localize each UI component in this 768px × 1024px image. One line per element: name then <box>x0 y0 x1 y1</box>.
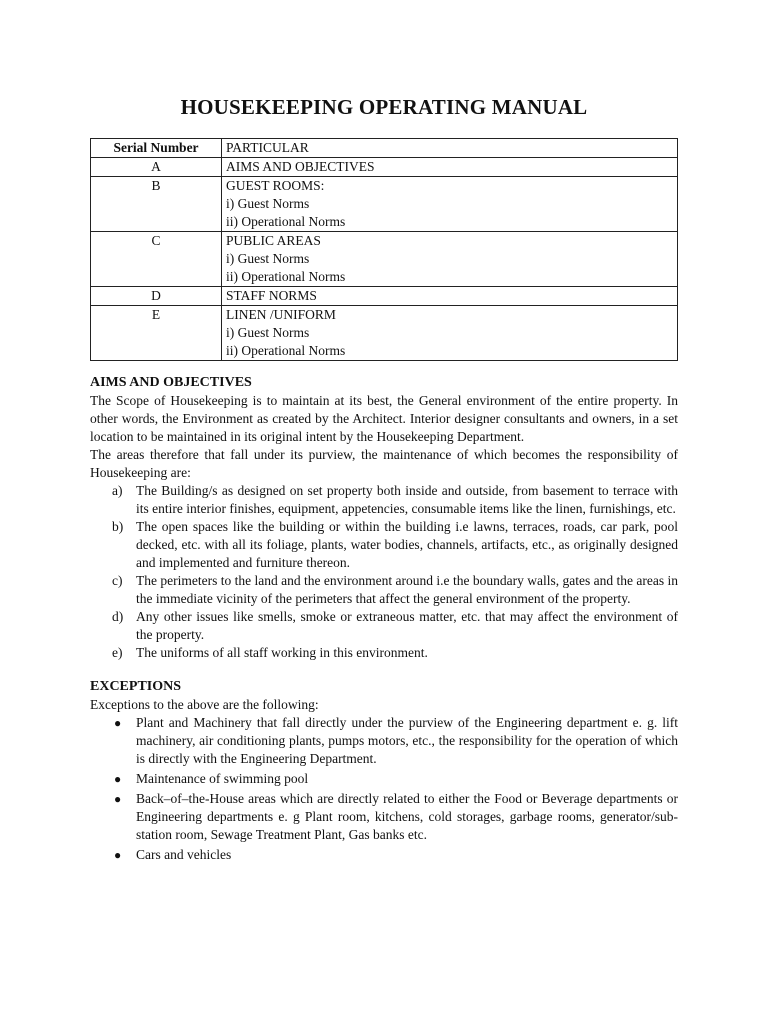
aims-list <box>90 482 678 662</box>
list-item <box>90 846 678 864</box>
particular-cell <box>222 177 678 232</box>
list-marker: e) <box>112 645 123 660</box>
list-marker: c) <box>112 573 123 588</box>
serial-cell: D <box>91 287 222 306</box>
list-item-text: The Building/s as designed on set property both inside and outside, from basement to terrace with its entire interior finishes, equipment, appetencies, consumable items like the linen, furnishings, etc. <box>136 483 678 516</box>
table-row <box>91 177 678 232</box>
list-item-text: Plant and Machinery that fall directly under the purview of the Engineering department e. g. lift machinery, air conditioning plants, pumps motors, etc., the responsibility for the operation of which is directly with the Engineering Department. <box>136 715 678 766</box>
bullet-icon: ● <box>114 792 122 806</box>
aims-paragraph-2: The areas therefore that fall under its purview, the maintenance of which becomes the responsibility of Housekeeping are: <box>90 447 678 480</box>
bullet-icon: ● <box>114 716 122 730</box>
particular-line: ii) Operational Norms <box>226 214 346 229</box>
aims-paragraph-1: The Scope of Housekeeping is to maintain at its best, the General environment of the entire property. In other words, the Environment as created by the Architect. Interior designer consultants and owners, in a set location to be maintained in its original intent by the Housekeeping Department. <box>90 393 678 444</box>
bullet-icon: ● <box>114 772 122 786</box>
particular-cell <box>222 158 678 177</box>
table-row <box>91 287 678 306</box>
particular-line: STAFF NORMS <box>226 288 317 303</box>
list-marker: b) <box>112 519 124 534</box>
page-title: HOUSEKEEPING OPERATING MANUAL <box>180 95 588 119</box>
list-item-text: The open spaces like the building or within the building i.e lawns, terraces, roads, car park, pool decked, etc. with all its foliage, plants, water bodies, channels, artifacts, etc., as originally designed and implemented and furniture thereon. <box>136 519 678 570</box>
list-marker: a) <box>112 483 123 498</box>
list-item-text: Cars and vehicles <box>136 847 232 862</box>
table-row <box>91 232 678 287</box>
particular-line: i) Guest Norms <box>226 196 310 211</box>
particular-line: i) Guest Norms <box>226 251 310 266</box>
list-item-text: Maintenance of swimming pool <box>136 771 309 786</box>
serial-cell: E <box>91 306 222 361</box>
header-serial-number: Serial Number <box>91 139 222 158</box>
list-item <box>90 608 678 644</box>
list-item <box>90 518 678 572</box>
table-header-row <box>91 139 678 158</box>
serial-cell: A <box>91 158 222 177</box>
list-item <box>90 770 678 788</box>
aims-heading: AIMS AND OBJECTIVES <box>90 375 252 390</box>
particular-line: ii) Operational Norms <box>226 269 346 284</box>
contents-table <box>90 138 678 361</box>
list-item <box>90 644 678 662</box>
list-item-text: The perimeters to the land and the environment around i.e the boundary walls, gates and the areas in the immediate vicinity of the perimeters that affect the general environment of the property. <box>136 573 678 606</box>
particular-cell <box>222 306 678 361</box>
particular-line: ii) Operational Norms <box>226 343 346 358</box>
particular-line: PUBLIC AREAS <box>226 233 321 248</box>
exceptions-intro: Exceptions to the above are the following: <box>90 697 319 712</box>
header-particular: PARTICULAR <box>222 139 678 158</box>
list-item-text: Back–of–the-House areas which are directly related to either the Food or Beverage departments or Engineering departments e. g Plant room, kitchens, cold storages, garbage rooms, generator/sub-station room, Sewage Treatment Plant, Gas banks etc. <box>136 791 678 842</box>
exceptions-heading: EXCEPTIONS <box>90 679 182 694</box>
list-item <box>90 790 678 844</box>
table-row <box>91 158 678 177</box>
particular-line: i) Guest Norms <box>226 325 310 340</box>
table-body <box>91 158 678 361</box>
list-item-text: Any other issues like smells, smoke or extraneous matter, etc. that may affect the environment of the property. <box>136 609 678 642</box>
particular-line: LINEN /UNIFORM <box>226 307 336 322</box>
serial-cell: B <box>91 177 222 232</box>
bullet-icon: ● <box>114 848 122 862</box>
document-body <box>90 374 678 866</box>
list-item <box>90 572 678 608</box>
particular-cell <box>222 232 678 287</box>
particular-line: AIMS AND OBJECTIVES <box>226 159 375 174</box>
list-marker: d) <box>112 609 124 624</box>
serial-cell: C <box>91 232 222 287</box>
list-item <box>90 714 678 768</box>
particular-line: GUEST ROOMS: <box>226 178 325 193</box>
exceptions-list <box>90 714 678 864</box>
list-item-text: The uniforms of all staff working in this environment. <box>136 645 428 660</box>
particular-cell <box>222 287 678 306</box>
list-item <box>90 482 678 518</box>
table-row <box>91 306 678 361</box>
